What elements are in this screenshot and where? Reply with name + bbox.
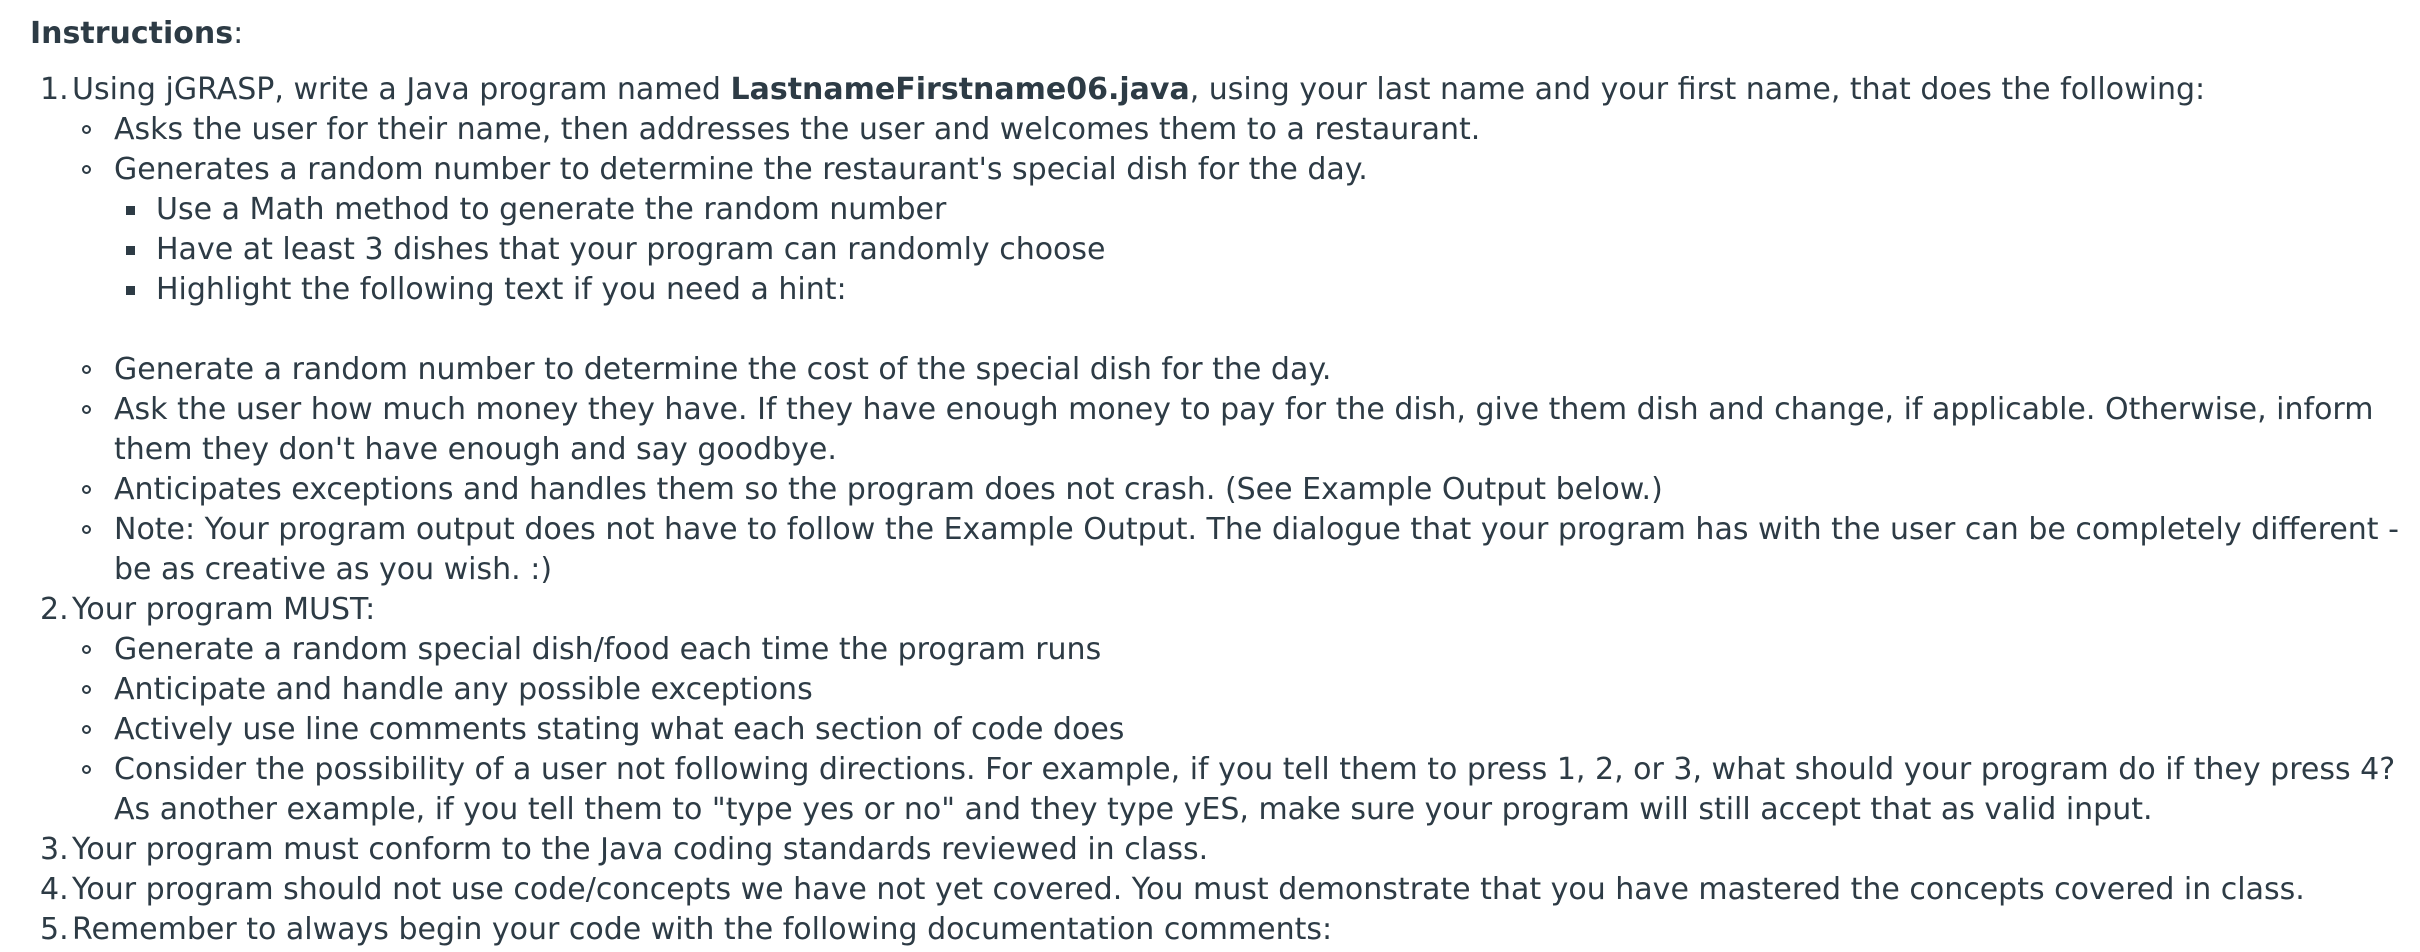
item-number: 5.: [40, 912, 69, 947]
circle-bullet-icon: [82, 645, 91, 654]
circle-bullet-icon: [82, 125, 91, 134]
hidden-hint-text[interactable]: [156, 310, 2420, 350]
item-text: Your program MUST:: [72, 592, 376, 627]
sub-item-text: Consider the possibility of a user not following directions. For example, if you tell them to press 1, 2, or 3, what should your program do if they press 4? As another example, if you tell them to "type yes or no" and they type yES, make sure your program will still accept that as valid input.: [114, 752, 2396, 827]
program-filename: LastnameFirstname06.java: [730, 72, 1190, 107]
list-item: [30, 870, 2420, 910]
nested-sub-list: [114, 190, 2420, 350]
sub-item: [72, 710, 2420, 750]
square-bullet-icon: [126, 206, 135, 215]
list-item: [30, 590, 2420, 830]
sub-list: [72, 110, 2420, 590]
sub-item: [72, 390, 2420, 470]
nested-sub-item: [114, 270, 2420, 350]
list-item: [30, 910, 2420, 950]
nested-sub-item: [114, 190, 2420, 230]
item-text: Your program should not use code/concepts we have not yet covered. You must demonstrate that you have mastered the concepts covered in class.: [72, 872, 2305, 907]
sub-item: [72, 670, 2420, 710]
sub-item: [72, 630, 2420, 670]
sub-item: [72, 750, 2420, 830]
sub-item-text: Asks the user for their name, then addresses the user and welcomes them to a restaurant.: [114, 112, 1481, 147]
nested-sub-item-text: Use a Math method to generate the random number: [156, 192, 947, 227]
nested-sub-item-text: Highlight the following text if you need a hint:: [156, 272, 847, 307]
item-text-post: , using your last name and your first name, that does the following:: [1189, 72, 2206, 107]
item-text: Remember to always begin your code with the following documentation comments:: [72, 912, 1333, 947]
heading-label: Instructions: [30, 16, 234, 51]
sub-list: [72, 630, 2420, 830]
square-bullet-icon: [126, 246, 135, 255]
circle-bullet-icon: [82, 725, 91, 734]
sub-item-text: Actively use line comments stating what each section of code does: [114, 712, 1125, 747]
circle-bullet-icon: [82, 165, 91, 174]
item-number: 1.: [40, 72, 69, 107]
sub-item-text: Anticipate and handle any possible exceptions: [114, 672, 813, 707]
sub-item-text: Anticipates exceptions and handles them so the program does not crash. (See Example Output below.): [114, 472, 1663, 507]
heading-colon: :: [233, 16, 244, 51]
instruction-list: [30, 70, 2420, 950]
sub-item-text: Note: Your program output does not have to follow the Example Output. The dialogue that your program has with the user can be completely different - be as creative as you wish. :): [114, 512, 2399, 587]
sub-item: [72, 110, 2420, 150]
sub-item: [72, 470, 2420, 510]
item-number: 3.: [40, 832, 69, 867]
circle-bullet-icon: [82, 405, 91, 414]
sub-item: [72, 150, 2420, 350]
nested-sub-item-text: Have at least 3 dishes that your program can randomly choose: [156, 232, 1106, 267]
sub-item-text: Generates a random number to determine the restaurant's special dish for the day.: [114, 152, 1368, 187]
item-number: 4.: [40, 872, 69, 907]
sub-item-text: Ask the user how much money they have. If they have enough money to pay for the dish, give them dish and change, if applicable. Otherwise, inform them they don't have enough and say goodbye.: [114, 392, 2374, 467]
sub-item-text: Generate a random special dish/food each time the program runs: [114, 632, 1102, 667]
circle-bullet-icon: [82, 365, 91, 374]
circle-bullet-icon: [82, 765, 91, 774]
item-text-pre: Using jGRASP, write a Java program named: [72, 72, 731, 107]
sub-item: [72, 510, 2420, 590]
item-text: [72, 72, 2205, 107]
circle-bullet-icon: [82, 525, 91, 534]
circle-bullet-icon: [82, 485, 91, 494]
circle-bullet-icon: [82, 685, 91, 694]
square-bullet-icon: [126, 286, 135, 295]
instructions-heading: [30, 14, 2420, 54]
list-item: [30, 70, 2420, 590]
nested-sub-item: [114, 230, 2420, 270]
sub-item-text: Generate a random number to determine the cost of the special dish for the day.: [114, 352, 1332, 387]
list-item: [30, 830, 2420, 870]
item-number: 2.: [40, 592, 69, 627]
item-text: Your program must conform to the Java coding standards reviewed in class.: [72, 832, 1209, 867]
sub-item: [72, 350, 2420, 390]
